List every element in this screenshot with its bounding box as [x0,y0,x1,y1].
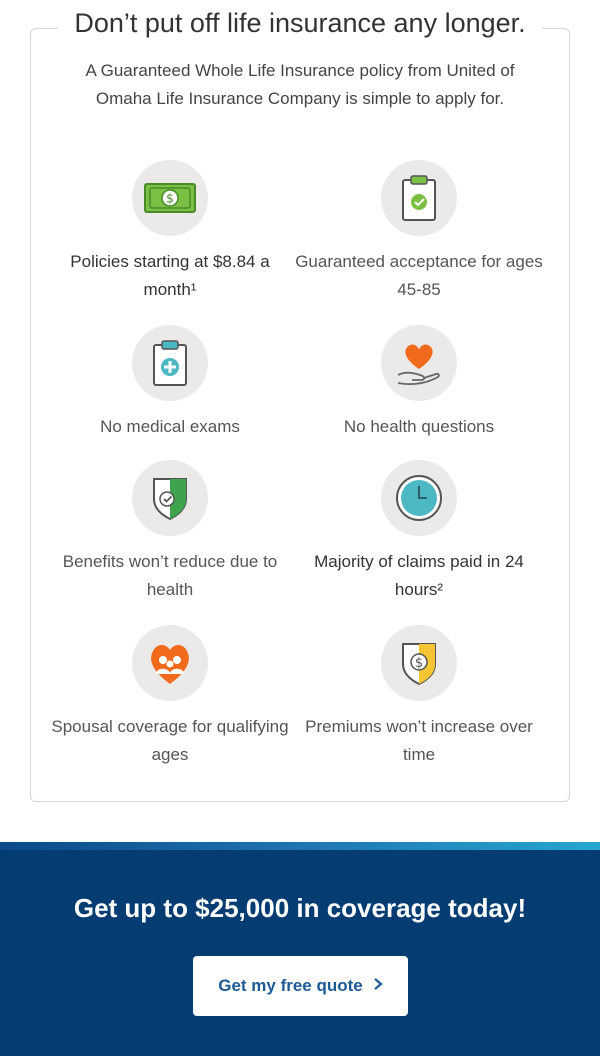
cta-title: Get up to $25,000 in coverage today! [73,893,527,923]
chevron-right-icon [373,976,383,996]
feature-price [45,160,295,304]
feature-label: Guaranteed acceptance for ages 45-85 [295,252,543,299]
get-quote-button-label: Get my free quote [218,976,363,995]
shield-dollar-icon [381,625,457,701]
get-quote-button[interactable] [193,956,408,1016]
feature-spousal [45,625,295,769]
cta-band-stripe [0,842,600,850]
page-headline: Don’t put off life insurance any longer. [0,8,600,39]
feature-label: No medical exams [100,417,240,436]
feature-claims [294,460,544,604]
svg-text:$: $ [166,191,174,206]
feature-label: Spousal coverage for qualifying ages [51,717,289,764]
feature-benefits [45,460,295,604]
feature-label: Majority of claims paid in 24 hours² [314,552,524,599]
heart-hand-icon [381,325,457,401]
clipboard-check-icon [381,160,457,236]
clock-icon [381,460,457,536]
shield-check-icon [132,460,208,536]
money-icon [132,160,208,236]
feature-label: Policies starting at $8.84 a month¹ [70,252,270,299]
family-heart-icon [132,625,208,701]
svg-text:$: $ [414,656,424,671]
medical-clipboard-icon [132,325,208,401]
feature-acceptance [294,160,544,304]
feature-premiums [294,625,544,769]
page-subhead: A Guaranteed Whole Life Insurance policy from United of Omaha Life Insurance Company is simple to apply for. [85,61,515,108]
cta-band [0,842,600,1056]
feature-label: No health questions [343,417,495,436]
feature-no-exams [45,325,295,441]
feature-no-questions [294,325,544,441]
feature-label: Benefits won’t reduce due to health [62,552,278,599]
feature-label: Premiums won’t increase over time [305,717,533,764]
